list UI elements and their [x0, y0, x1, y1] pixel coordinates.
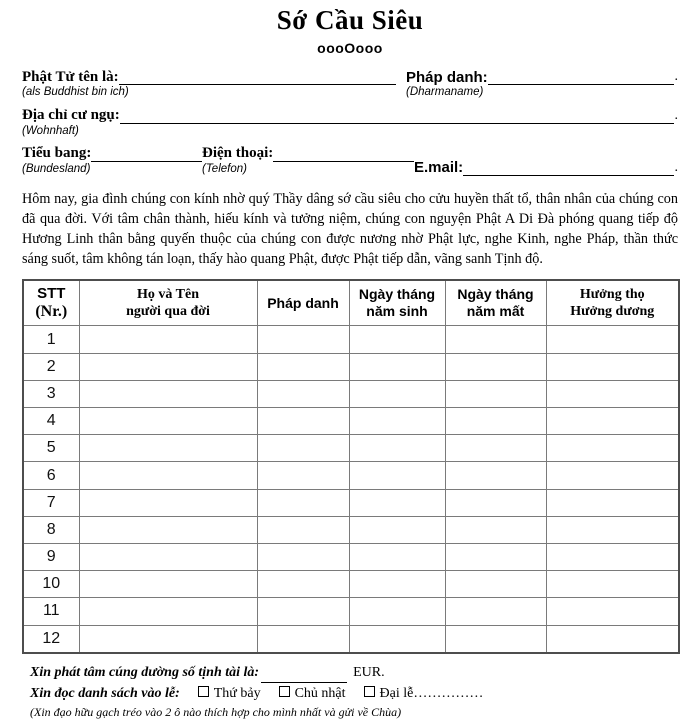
cell-age[interactable] [546, 571, 679, 598]
donation-currency: EUR. [353, 664, 385, 680]
cell-birth[interactable] [349, 353, 445, 380]
cell-name[interactable] [79, 380, 257, 407]
cell-birth[interactable] [349, 625, 445, 653]
cell-age[interactable] [546, 462, 679, 489]
checkbox-icon[interactable] [198, 686, 209, 697]
cell-birth[interactable] [349, 380, 445, 407]
cell-birth[interactable] [349, 571, 445, 598]
column-header-stt [23, 280, 79, 326]
cell-name[interactable] [79, 598, 257, 625]
trailing-dot: . [674, 159, 678, 175]
cell-death[interactable] [445, 326, 546, 353]
readlist-line [30, 685, 678, 704]
cell-death[interactable] [445, 408, 546, 435]
table-row [23, 326, 679, 353]
cell-name[interactable] [79, 625, 257, 653]
field-name-input[interactable] [119, 70, 396, 85]
cell-death[interactable] [445, 489, 546, 516]
trailing-dot: . [674, 69, 678, 85]
column-header-dharma-main: Pháp danh [267, 294, 339, 311]
cell-dharma[interactable] [257, 571, 349, 598]
cell-row-number: 4 [23, 408, 79, 435]
cell-dharma[interactable] [257, 625, 349, 653]
cell-name[interactable] [79, 353, 257, 380]
checkbox-icon[interactable] [279, 686, 290, 697]
cell-row-number: 7 [23, 489, 79, 516]
column-header-stt-main: STT [37, 285, 66, 303]
field-name-sublabel: (als Buddhist bin ich) [22, 86, 129, 99]
column-header-death [445, 280, 546, 326]
field-dharma-name-input[interactable] [488, 70, 674, 85]
field-email-input[interactable] [463, 161, 673, 176]
cell-dharma[interactable] [257, 435, 349, 462]
cell-birth[interactable] [349, 598, 445, 625]
readlist-options [180, 685, 484, 704]
cell-dharma[interactable] [257, 543, 349, 570]
field-phone-label: Điện thoại: [202, 145, 274, 162]
column-header-birth [349, 280, 445, 326]
cell-death[interactable] [445, 625, 546, 653]
cell-birth[interactable] [349, 435, 445, 462]
checkbox-icon[interactable] [364, 686, 375, 697]
cell-row-number: 5 [23, 435, 79, 462]
footer-note: (Xin đạo hữu gạch tréo vào 2 ô nào thích hợp cho mình nhất và gửi về Chùa) [30, 704, 402, 719]
column-header-name [79, 280, 257, 326]
cell-row-number: 6 [23, 462, 79, 489]
cell-name[interactable] [79, 516, 257, 543]
readlist-option-label: Thứ bảy [213, 685, 261, 701]
table-row [23, 408, 679, 435]
cell-row-number: 3 [23, 380, 79, 407]
table-row [23, 435, 679, 462]
column-header-age [546, 280, 679, 326]
cell-dharma[interactable] [257, 380, 349, 407]
trailing-dot: . [674, 107, 678, 123]
column-header-dharma [257, 280, 349, 326]
cell-row-number: 9 [23, 543, 79, 570]
readlist-option[interactable] [364, 685, 484, 704]
cell-row-number: 8 [23, 516, 79, 543]
field-address-sublabel: (Wohnhaft) [22, 124, 79, 137]
column-header-age-sub: Hưởng dương [570, 304, 655, 320]
table-row [23, 516, 679, 543]
cell-row-number: 2 [23, 353, 79, 380]
table-row [23, 353, 679, 380]
form-row-address [22, 108, 678, 137]
field-email [414, 160, 678, 176]
cell-birth[interactable] [349, 543, 445, 570]
cell-row-number: 11 [23, 598, 79, 625]
cell-age[interactable] [546, 516, 679, 543]
table-row [23, 571, 679, 598]
donation-line [30, 664, 678, 683]
field-state [22, 146, 202, 175]
cell-death[interactable] [445, 571, 546, 598]
readlist-label: Xin đọc danh sách vào lễ: [30, 685, 180, 701]
field-state-input[interactable] [91, 147, 202, 162]
field-dharma-name [406, 70, 678, 99]
cell-death[interactable] [445, 462, 546, 489]
readlist-option[interactable] [279, 685, 346, 704]
field-state-label: Tiểu bang: [22, 145, 92, 162]
field-name-label: Phật Tử tên là: [22, 68, 119, 85]
cell-birth[interactable] [349, 489, 445, 516]
form-footer [22, 664, 678, 720]
cell-row-number: 12 [23, 625, 79, 653]
deceased-registry-table [22, 279, 678, 653]
form-row-name [22, 70, 678, 99]
title-ornament: oooOooo [317, 39, 383, 56]
table-row [23, 489, 679, 516]
field-address-input[interactable] [120, 109, 674, 124]
cell-age[interactable] [546, 598, 679, 625]
field-phone-input[interactable] [273, 147, 414, 162]
cell-age[interactable] [546, 380, 679, 407]
cell-dharma[interactable] [257, 353, 349, 380]
table-row [23, 462, 679, 489]
readlist-option[interactable] [198, 685, 261, 704]
table-row [23, 543, 679, 570]
field-address [22, 108, 678, 137]
cell-death[interactable] [445, 516, 546, 543]
page-title: Sớ Cầu Siêu [276, 5, 424, 35]
column-header-stt-sub: (Nr.) [35, 303, 68, 321]
column-header-name-sub: người qua đời [126, 304, 210, 320]
body-paragraph: Hôm nay, gia đình chúng con kính nhờ quý Thầy dâng sớ cầu siêu cho cửu huyền thất tổ, thân nhân của chúng con đã qua đời. Với tâm chân thành, hiếu kính và tưởng niệm, chúng con nguyện Phật A Di Đà phóng quang tiếp độ Hương Linh thân bằng quyến thuộc của chúng con được nương nhờ Phật lực, nghe Kinh, nghe Pháp, thần thức sáng suốt, tâm không tán loạn, thấy hào quang Phật, được Phật tiếp dẫn, vãng sanh Tịnh độ. [22, 190, 678, 268]
column-header-birth-sub: năm sinh [366, 303, 428, 320]
cell-age[interactable] [546, 353, 679, 380]
cell-row-number: 10 [23, 571, 79, 598]
cell-age[interactable] [546, 435, 679, 462]
cell-death[interactable] [445, 543, 546, 570]
column-header-death-sub: năm mất [466, 303, 525, 320]
table-row [23, 380, 679, 407]
cell-death[interactable] [445, 380, 546, 407]
cell-age[interactable] [546, 625, 679, 653]
column-header-name-main: Họ và Tên [137, 287, 199, 303]
cell-dharma[interactable] [257, 489, 349, 516]
cell-dharma[interactable] [257, 326, 349, 353]
cell-birth[interactable] [349, 408, 445, 435]
donation-amount-input[interactable] [261, 669, 347, 683]
form-fields [22, 70, 678, 176]
cell-birth[interactable] [349, 326, 445, 353]
cell-birth[interactable] [349, 462, 445, 489]
table-body [23, 326, 679, 653]
cell-age[interactable] [546, 489, 679, 516]
form-row-contact [22, 146, 678, 175]
cell-dharma[interactable] [257, 516, 349, 543]
cell-name[interactable] [79, 326, 257, 353]
cell-dharma[interactable] [257, 598, 349, 625]
readlist-option-label: Đại lễ…………… [379, 685, 484, 701]
cell-name[interactable] [79, 489, 257, 516]
field-dharma-name-label: Pháp danh: [406, 68, 488, 86]
cell-name[interactable] [79, 435, 257, 462]
cell-death[interactable] [445, 435, 546, 462]
cell-dharma[interactable] [257, 408, 349, 435]
cell-dharma[interactable] [257, 462, 349, 489]
column-header-death-main: Ngày tháng [457, 286, 534, 303]
cell-age[interactable] [546, 408, 679, 435]
table-header-row [23, 280, 679, 326]
cell-death[interactable] [445, 353, 546, 380]
column-header-age-main: Hưởng thọ [579, 287, 645, 303]
donation-label: Xin phát tâm cúng dường số tịnh tài là: [30, 664, 260, 680]
field-address-label: Địa chỉ cư ngụ: [22, 107, 120, 124]
cell-birth[interactable] [349, 516, 445, 543]
cell-row-number: 1 [23, 326, 79, 353]
field-phone [202, 146, 414, 175]
cell-name[interactable] [79, 543, 257, 570]
field-phone-sublabel: (Telefon) [202, 163, 247, 176]
field-state-sublabel: (Bundesland) [22, 163, 91, 176]
table-row [23, 598, 679, 625]
column-header-birth-main: Ngày tháng [358, 286, 436, 303]
cell-age[interactable] [546, 543, 679, 570]
table-row [23, 625, 679, 653]
field-email-label: E.mail: [414, 159, 464, 177]
field-dharma-name-sublabel: (Dharmaname) [406, 86, 484, 99]
cell-name[interactable] [79, 571, 257, 598]
readlist-option-label: Chủ nhật [294, 685, 346, 701]
cell-name[interactable] [79, 462, 257, 489]
cell-age[interactable] [546, 326, 679, 353]
cell-name[interactable] [79, 408, 257, 435]
cell-death[interactable] [445, 598, 546, 625]
field-name [22, 70, 396, 99]
